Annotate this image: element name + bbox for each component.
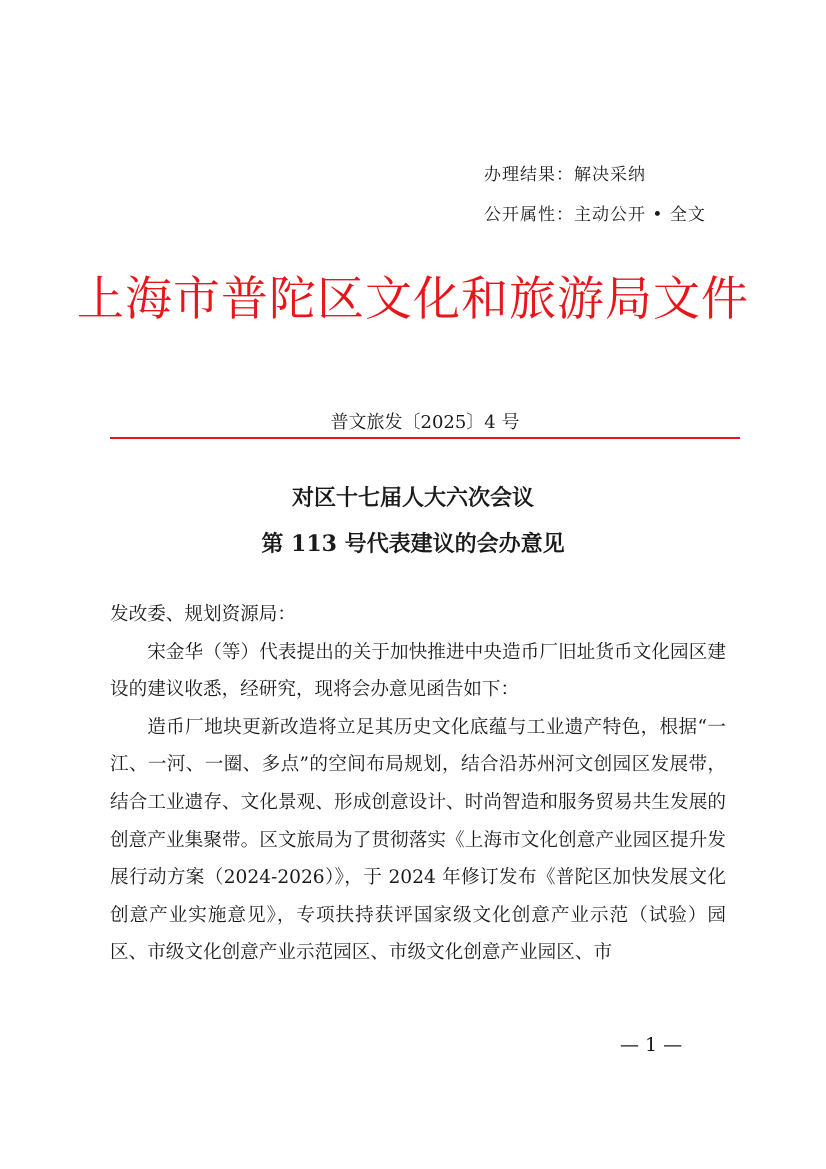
document-title-line-1: 对区十七届人大六次会议 [291, 485, 534, 511]
page-number: — 1 — [620, 1034, 683, 1056]
disclosure-attribute: 公开属性：主动公开 • 全文 [484, 205, 706, 225]
handling-result: 办理结果：解决采纳 [484, 165, 646, 185]
body-paragraph-2: 造币厂地块更新改造将立足其历史文化底蕴与工业遗产特色，根据“一江、一河、一圈、多点”的空间布局规划，结合沿苏州河文创园区发展带，结合工业遗存、文化景观、形成创意设计、时尚智造和服务贸易共生发展的创意产业集聚带。区文旅局为了贯彻落实《上海市文化创意产业园区提升发展行动方案（2024-2026）》，于 2024 年修订发布《普陀区加快发展文化创意产业实施意见》，专项扶持获评国家级文化创意产业示范（试验）园区、市级文化创意产业示范园区、市级文化创意产业园区、市 [110, 716, 726, 964]
document-title-line-2: 第 113 号代表建议的会办意见 [261, 531, 565, 557]
issuing-organization-title: 上海市普陀区文化和旅游局文件 [77, 272, 749, 327]
document-number: 普文旅发〔2025〕4 号 [330, 412, 520, 433]
document-body [110, 596, 726, 972]
red-separator-line [110, 437, 740, 439]
salutation: 发改委、规划资源局： [110, 604, 296, 625]
body-paragraph-1: 宋金华（等）代表提出的关于加快推进中央造币厂旧址货币文化园区建设的建议收悉，经研究，现将会办意见函告如下： [110, 641, 726, 701]
